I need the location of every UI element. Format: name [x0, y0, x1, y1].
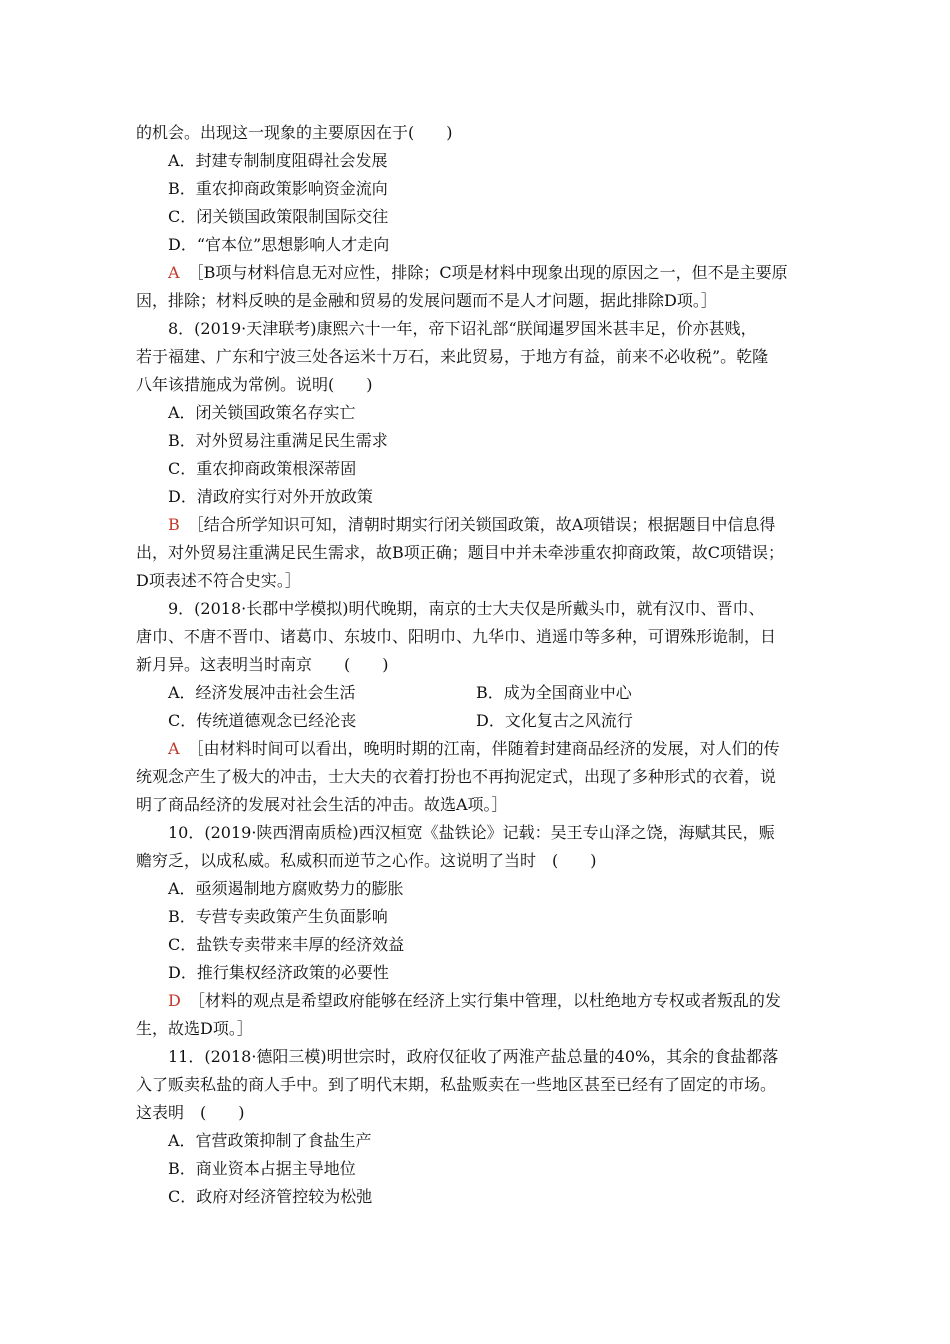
answer-explanation-line: 统观念产生了极大的冲击，士大夫的衣着打扮也不再拘泥定式，出现了多种形式的衣着，说: [136, 767, 777, 786]
option-b: B．重农抑商政策影响资金流向: [168, 179, 388, 198]
answer-explanation-line: [136, 735, 826, 763]
option-d: D．“官本位”思想影响人才走向: [168, 235, 390, 254]
option-row: [136, 707, 826, 735]
option-a: A．官营政策抑制了食盐生产: [168, 1131, 372, 1150]
option-b: B．专营专卖政策产生负面影响: [168, 907, 388, 926]
question-stem-line: 唐巾、不唐不晋巾、诸葛巾、东坡巾、阳明巾、九华巾、逍遥巾等多种，可谓殊形诡制，日: [136, 627, 777, 646]
answer-letter: D: [168, 991, 181, 1010]
option-c: C．盐铁专卖带来丰厚的经济效益: [168, 935, 405, 954]
question-10: [136, 819, 826, 1043]
question-stem-line: 若于福建、广东和宁波三处各运米十万石，来此贸易，于地方有益，前来不必收税”。乾隆: [136, 347, 769, 366]
question-stem-line: 八年该措施成为常例。说明( ): [136, 375, 373, 394]
option-c: C．传统道德观念已经沦丧: [168, 711, 357, 730]
option-b: B．商业资本占据主导地位: [168, 1159, 356, 1178]
option-a: A．亟须遏制地方腐败势力的膨胀: [168, 879, 404, 898]
question-stem-line: 新月异。这表明当时南京 ( ): [136, 655, 389, 674]
option-a: A．闭关锁国政策名存实亡: [168, 403, 356, 422]
answer-text: ［结合所学知识可知，清朝时期实行闭关锁国政策，故A项错误；根据题目中信息得: [195, 515, 776, 534]
answer-text: ［由材料时间可以看出，晚明时期的江南，伴随着封建商品经济的发展，对人们的传: [195, 739, 780, 758]
option-c: C．政府对经济管控较为松弛: [168, 1187, 373, 1206]
question-stem-line: 10．(2019·陕西渭南质检)西汉桓宽《盐铁论》记载：吴王专山泽之饶，海赋其民，赈: [168, 823, 775, 842]
option-a: A．封建专制制度阻碍社会发展: [168, 151, 388, 170]
question-stem-line: 8．(2019·天津联考)康熙六十一年，帝下诏礼部“朕闻暹罗国米甚丰足，价亦甚贱，: [168, 319, 757, 338]
option-row: [136, 679, 826, 707]
question-9: [136, 595, 826, 819]
question-7: [136, 119, 826, 315]
option-d: D．清政府实行对外开放政策: [168, 487, 373, 506]
option-c: C．重农抑商政策根深蒂固: [168, 459, 357, 478]
answer-explanation-line: 出，对外贸易注重满足民生需求，故B项正确；题目中并未牵涉重农抑商政策，故C项错误；: [136, 543, 785, 562]
answer-explanation-line: 明了商品经济的发展对社会生活的冲击。故选A项。］: [136, 795, 508, 814]
option-d: D．推行集权经济政策的必要性: [168, 963, 389, 982]
option-c: C．闭关锁国政策限制国际交往: [168, 207, 389, 226]
question-stem-line: 这表明 ( ): [136, 1103, 245, 1122]
answer-text: ［材料的观点是希望政府能够在经济上实行集中管理，以杜绝地方专权或者叛乱的发: [196, 991, 781, 1010]
question-stem-line: 赡穷乏，以成私威。私威积而逆节之心作。这说明了当时 ( ): [136, 851, 597, 870]
option-b: B．成为全国商业中心: [476, 683, 632, 702]
answer-explanation-line: 生，故选D项。］: [136, 1019, 253, 1038]
option-b: B．对外贸易注重满足民生需求: [168, 431, 388, 450]
answer-text: ［B项与材料信息无对应性，排除；C项是材料中现象出现的原因之一，但不是主要原: [195, 263, 788, 282]
answer-letter: A: [168, 739, 180, 758]
answer-letter: B: [168, 515, 180, 534]
answer-explanation-line: [136, 259, 826, 287]
answer-explanation-line: [136, 987, 826, 1015]
question-stem-line: 11．(2018·德阳三模)明世宗时，政府仅征收了两淮产盐总量的40%，其余的食盐都落: [168, 1047, 779, 1066]
question-stem-line: 9．(2018·长郡中学模拟)明代晚期，南京的士大夫仅是所戴头巾，就有汉巾、晋巾、: [168, 599, 765, 618]
answer-explanation-line: 因，排除；材料反映的是金融和贸易的发展问题而不是人才问题，据此排除D项。］: [136, 291, 717, 310]
page-content: [136, 119, 826, 1211]
question-stem-line: 的机会。出现这一现象的主要原因在于( ): [136, 123, 453, 142]
question-11: [136, 1043, 826, 1211]
answer-explanation-line: [136, 511, 826, 539]
option-d: D．文化复古之风流行: [476, 711, 633, 730]
question-8: [136, 315, 826, 595]
question-stem-line: 入了贩卖私盐的商人手中。到了明代末期，私盐贩卖在一些地区甚至已经有了固定的市场。: [136, 1075, 777, 1094]
option-a: A．经济发展冲击社会生活: [168, 683, 356, 702]
answer-letter: A: [168, 263, 180, 282]
answer-explanation-line: D项表述不符合史实。］: [136, 571, 301, 590]
